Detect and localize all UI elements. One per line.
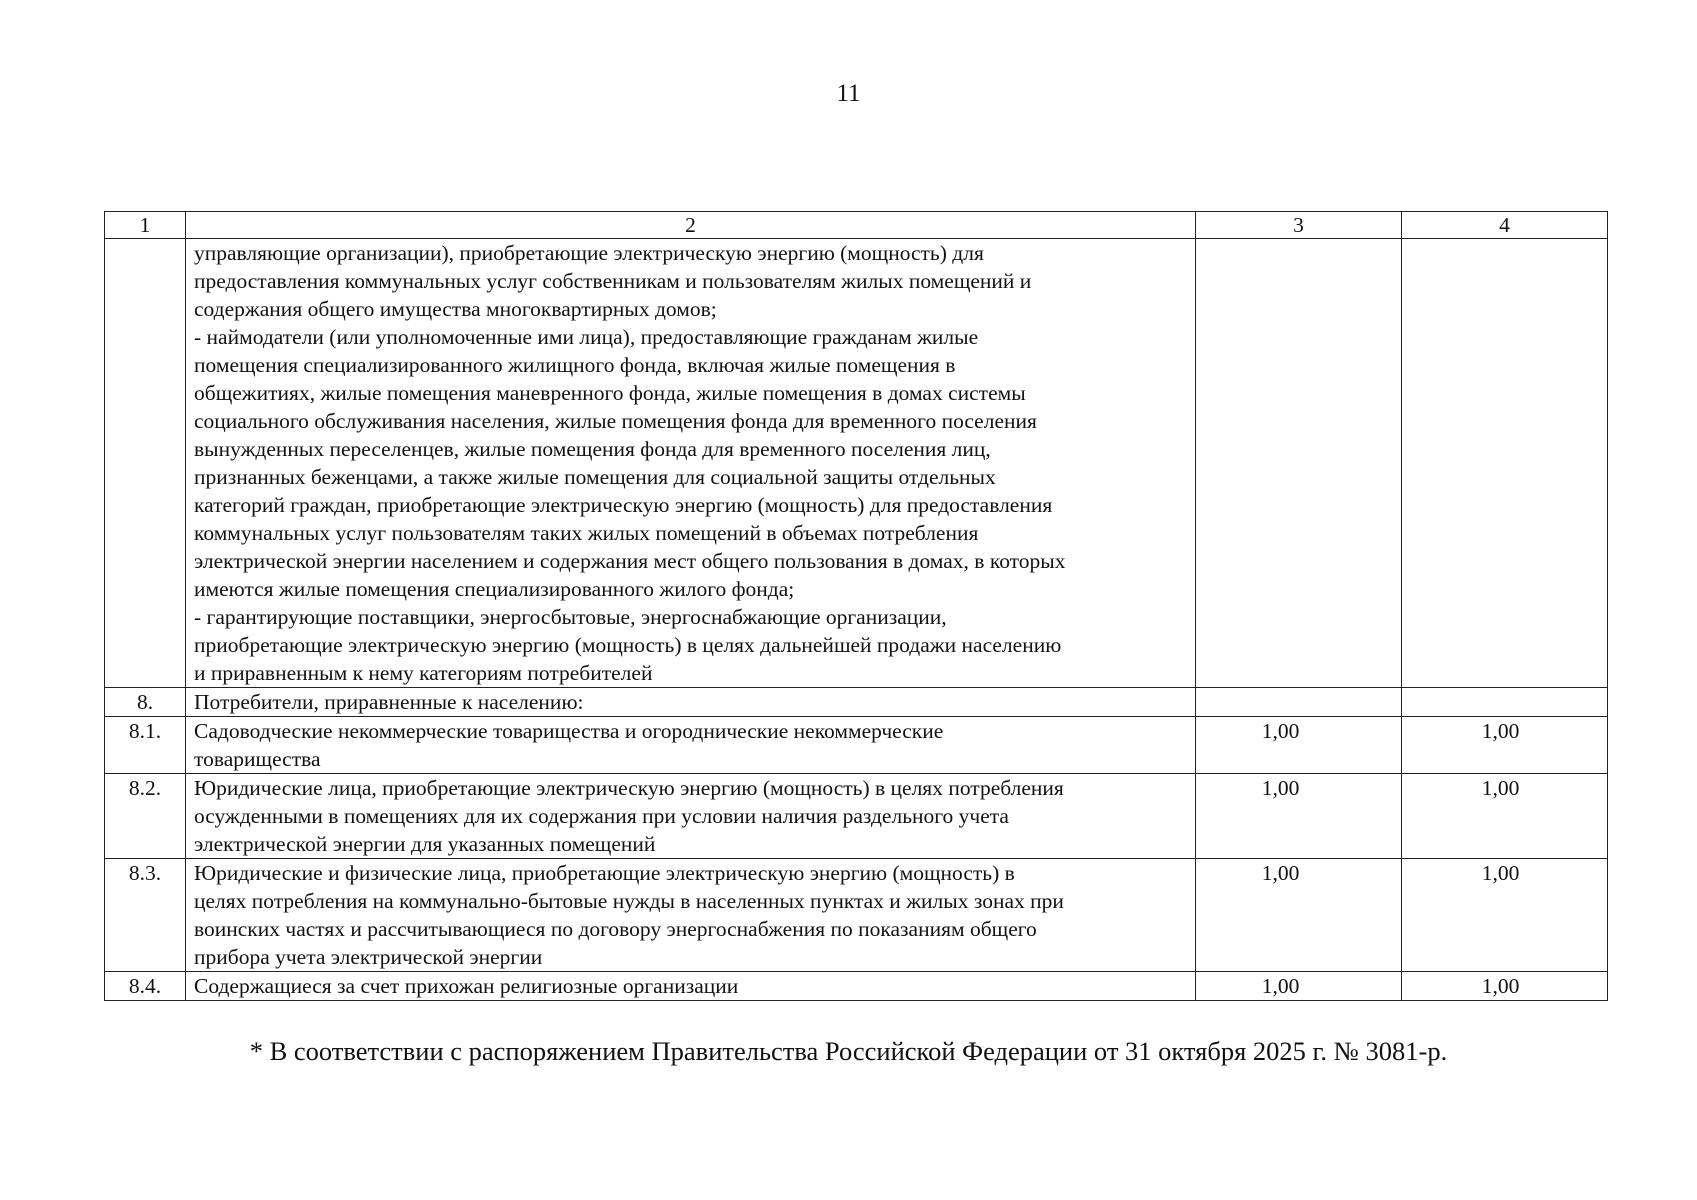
row-value-col4: 1,00 [1402,774,1608,859]
continuation-col3-cell [1196,239,1402,688]
text-line: предоставления коммунальных услуг собственникам и пользователям жилых помещений и [194,269,1032,293]
continuation-row [105,239,1608,688]
row-value-col3 [1196,688,1402,717]
row-value-col3: 1,00 [1196,859,1402,972]
header-col-1: 1 [105,212,186,239]
footnote: * В соответствии с распоряжением Правительства Российской Федерации от 31 октября 2025 г. № 3081-р. [249,1036,1448,1066]
text-line: управляющие организации), приобретающие электрическую энергию (мощность) для [194,241,984,265]
text-line: общежитиях, жилые помещения маневренного фонда, жилые помещения в домах системы [194,381,1026,405]
header-col-3: 3 [1196,212,1402,239]
row-number: 8.1. [105,717,186,774]
text-line: Содержащиеся за счет прихожан религиозные организации [194,974,739,998]
row-value-col3: 1,00 [1196,774,1402,859]
row-value-col4 [1402,688,1608,717]
row-number: 8. [105,688,186,717]
text-line: прибора учета электрической энергии [194,945,543,969]
text-line: Садоводческие некоммерческие товарищества и огороднические некоммерческие [194,719,944,743]
table-row-8-1 [105,717,1608,774]
continuation-text-cell [186,239,1196,688]
row-number: 8.2. [105,774,186,859]
text-line: целях потребления на коммунально-бытовые нужды в населенных пунктах и жилых зонах при [194,889,1064,913]
text-line: приобретающие электрическую энергию (мощность) в целях дальнейшей продажи населению [194,633,1062,657]
text-line: и приравненным к нему категориям потребителей [194,661,653,685]
row-value-col4: 1,00 [1402,972,1608,1001]
text-line: имеются жилые помещения специализированного жилого фонда; [194,577,795,601]
text-line: - гарантирующие поставщики, энергосбытовые, энергоснабжающие организации, [194,605,947,629]
row-description [186,688,1196,717]
text-line: помещения специализированного жилищного фонда, включая жилые помещения в [194,353,956,377]
text-line: товарищества [194,747,321,771]
header-col-2: 2 [186,212,1196,239]
row-value-col4: 1,00 [1402,717,1608,774]
table-row-8-3 [105,859,1608,972]
text-line: содержания общего имущества многоквартирных домов; [194,297,717,321]
row-number: 8.3. [105,859,186,972]
row-description [186,717,1196,774]
continuation-num-cell [105,239,186,688]
text-line: - наймодатели (или уполномоченные ими лица), предоставляющие гражданам жилые [194,325,979,349]
text-line: воинских частях и рассчитывающиеся по договору энергоснабжения по показаниям общего [194,917,1037,941]
row-description [186,859,1196,972]
text-line: Юридические лица, приобретающие электрическую энергию (мощность) в целях потребления [194,776,1064,800]
table-row-8-2 [105,774,1608,859]
row-number: 8.4. [105,972,186,1001]
table-row-8 [105,688,1608,717]
text-line: социального обслуживания населения, жилые помещения фонда для временного поселения [194,409,1037,433]
row-value-col4: 1,00 [1402,859,1608,972]
table-header-row [105,212,1608,239]
tariff-table [104,211,1608,1001]
row-value-col3: 1,00 [1196,717,1402,774]
text-line: Потребители, приравненные к населению: [194,690,584,714]
continuation-col4-cell [1402,239,1608,688]
row-value-col3: 1,00 [1196,972,1402,1001]
row-description [186,774,1196,859]
text-line: электрической энергии населением и содержания мест общего пользования в домах, в которых [194,549,1066,573]
row-description [186,972,1196,1001]
text-line: Юридические и физические лица, приобретающие электрическую энергию (мощность) в [194,861,1015,885]
text-line: вынужденных переселенцев, жилые помещения фонда для временного поселения лиц, [194,437,991,461]
text-line: коммунальных услуг пользователям таких жилых помещений в объемах потребления [194,521,979,545]
text-line: категорий граждан, приобретающие электрическую энергию (мощность) для предоставления [194,493,1053,517]
text-line: признанных беженцами, а также жилые помещения для социальной защиты отдельных [194,465,996,489]
header-col-4: 4 [1402,212,1608,239]
page-number: 11 [836,80,861,107]
text-line: осужденными в помещениях для их содержания при условии наличия раздельного учета [194,804,1009,828]
text-line: электрической энергии для указанных помещений [194,832,656,856]
table-row-8-4 [105,972,1608,1001]
